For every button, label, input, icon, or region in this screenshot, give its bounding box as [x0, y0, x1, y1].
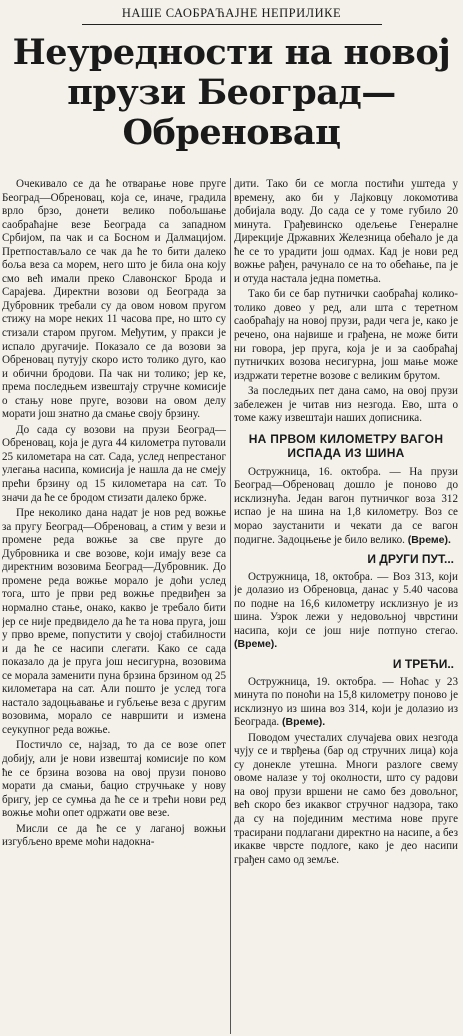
- paragraph: Пре неколико дана надат је нов ред вожње за пругу Београд—Обреновац, а стим у вези и промене реда вожње за све пруге до Дубровника и све возове, који имају везе са директним возовима Београд—Дубровник. До промене реда вожње морало је доћи услед тога, што је први ред вожње предвиђен за нормално стање, онако, какво је требало бити јер се није предвидело да ће та нова пруга, још у прво време, попустити у својој стабилности и да ће се насипи слегати. Како се сада показало да је пруга још несигурна, возовима се морала заменити пуна брзина брзином од 25 километара на сат. Али пошто је услед тога настало задоцњавање и губљење веза с другим возовима, морало се навршити и измена сеукупног реда вожње.: [2, 507, 226, 736]
- paragraph: дити. Тако би се могла постићи уштеда у времену, ако би у Лајковцу локомотива добијала воду. До сада се у томе губило 20 минута. Грађевинско одељење Генералне Дирекције Државних Железница обећало је да ће се то урадити још одмах. Кад је нови ред вожње рађен, рачунало се на то обећање, па је и отуда настала једна пометња.: [234, 178, 458, 285]
- paragraph: [234, 466, 458, 547]
- paragraph: [234, 676, 458, 730]
- paragraph: Поводом учесталих случајева ових незгода чују се и тврђења (бар од стручних лица) која су донекле утешна. Многи разлоге свему овоме налазе у тој околности, што су радови на овој прузи вршени не само без довољног, већ скоро без икаквог стручног надзора, тако да су на појединим местима нове пруге трасирани подлагани директно на насипе, а без икакве чврсте подлоге, како је део насипи грађен само од земље.: [234, 731, 458, 866]
- paragraph: Очекивало се да ће отварање нове пруге Београд—Обреновац, која се, иначе, градила врло брзо, донети велико побољшање саобраћајне везе Београда са западном Србијом, па чак и са Босном и Далмацијом. Претпостављало се чак да ће то бити далеко боља веза са морем, него што је била она коју смо већ имали преко Славонског Брода и Сарајева. Директни возови од Београда за Дубровник требали су да овом новом пругом стижу на море неких 11 часова пре, но што су стизали старом пругом. Међутим, у пракси је испало другачије. Показало се да возови за Обреновац путују скоро исто толико дуго, као и обични бродови. Па чак ни толико; јер ке, према последњем извештају стручне комисије о стању нове пруге, возови на овом делу морати још знатно да смање своју брзину.: [2, 178, 226, 421]
- paragraph: Мисли се да ће се у лаганој вожњи изгубљено време моћи надокна-: [2, 822, 226, 849]
- column-left: [2, 178, 226, 1034]
- paragraph: Постичло се, најзад, то да се возе опет добију, али је нови извештај комисије по ком ће се брзина возова на овој прузи поново морати да смањи, бацио стручњаке у нову бригу, јер се сумња да ће се и трећи нови ред вожње моћи опет одржати ове везе.: [2, 739, 226, 820]
- paragraph: Тако би се бар путнички саобраћај колико-толико довео у ред, али шта с теретном саобраћају на новој прузи, ради чега је, како је речено, она највише и грађена, не може бити ни говора, јер пруга, која је и за саобраћај путничких возова несигурна, још мање може издржати теретне возове с великим брутом.: [234, 288, 458, 382]
- article-body: [2, 178, 457, 1034]
- column-right: [234, 178, 458, 1034]
- headline: Неуредности на новој прузи Београд—Обреновац: [12, 32, 451, 153]
- source-credit: (Време).: [282, 716, 326, 729]
- kicker: НАШЕ САОБРАЋАЈНЕ НЕПРИЛИКЕ: [82, 6, 382, 25]
- section-heading: НА ПРВОМ КИЛОМЕТРУ ВАГОН ИСПАДА ИЗ ШИНА: [248, 431, 444, 460]
- section-heading: И ТРЕЋИ..: [392, 656, 454, 671]
- source-credit: (Време).: [234, 638, 278, 651]
- section-heading: И ДРУГИ ПУТ...: [367, 552, 454, 567]
- section-text: Остружница, 16. октобра. — На прузи Београд—Обреновац дошло је поново до исклизнућа. Један вагон путничког воза 312 испао је на шина на 1,8 километру. Воз се морао заустанити и чекати да се вагон подигне. Задоцњење је било велико.: [234, 465, 458, 546]
- source-credit: (Време).: [407, 533, 451, 546]
- paragraph: До сада су возови на прузи Београд—Обреновац, која је дуга 44 километра путовали 25 километара на сат. Сада, услед непрестаног улегања насипа, комисија је нашла да не смеју прећи брзину од 15 километара на сат. То значи да ће се бродом стизати далеко брже.: [2, 423, 226, 504]
- paragraph: [234, 571, 458, 652]
- paragraph: За последњих пет дана само, на овој прузи забележен је читав низ незгода. Ево, шта о томе кажу извештаји наших дописника.: [234, 385, 458, 425]
- section-text: Остружница, 19. октобра. — Ноћас у 23 минута по поноћи на 15,8 километру поново је исклизнуо из шина воз 314, који је долазио из Београда.: [234, 675, 458, 729]
- section-text: Остружница, 18, октобра. — Воз 313, који је долазио из Обреновца, данас у 5.40 часова по подне на 16,6 километру исклизнуо је из шина. Узрок лежи у недовољној чврстини насипа, који се још није потпуно стегао.: [234, 570, 458, 637]
